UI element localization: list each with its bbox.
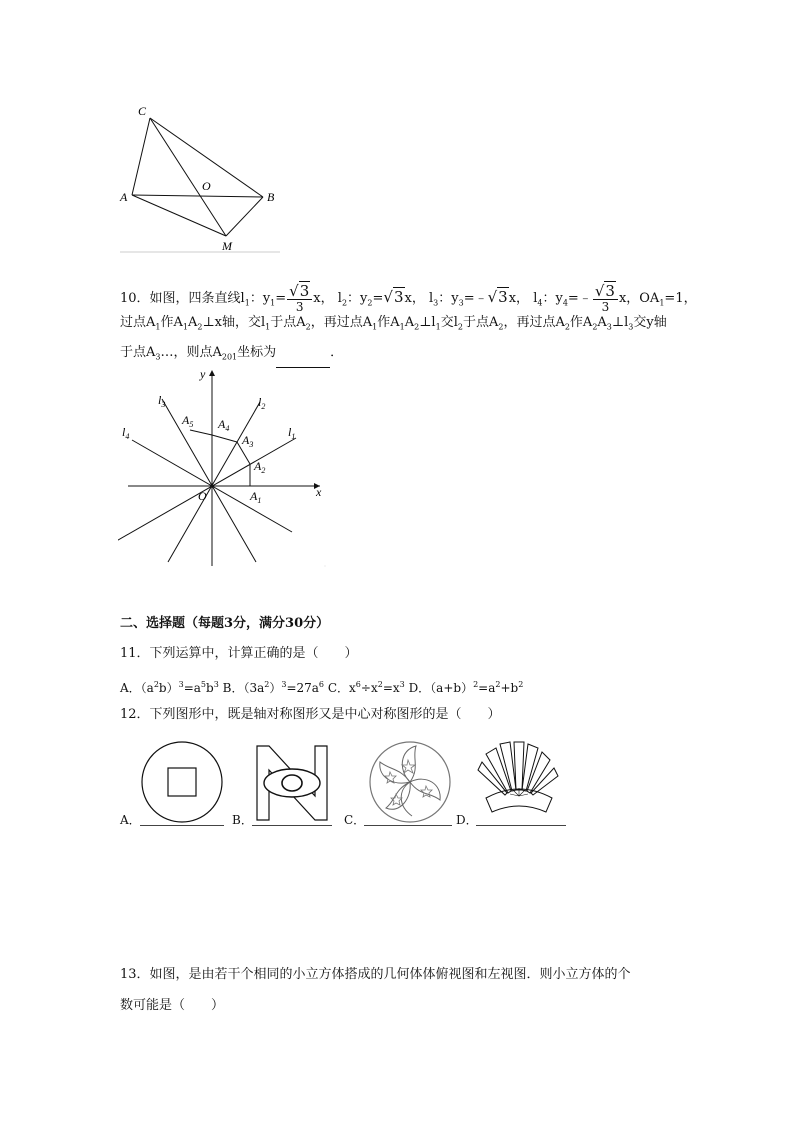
q12-option-c-label[interactable]: C． — [344, 813, 366, 827]
origin-label: O — [198, 489, 207, 503]
label-a1: $A_1$ — [250, 489, 262, 505]
q12-stem: 12．下列图形中，既是轴对称图形又是中心对称图形的是（ ） — [120, 707, 501, 722]
label-a3: $A_3$ — [242, 433, 254, 449]
q12-option-b-label[interactable]: B． — [232, 813, 253, 827]
fraction-sqrt3-over-3: $\frac{√3}{3}$ — [287, 284, 312, 314]
q12-option-a-label[interactable]: A． — [120, 813, 141, 827]
label-l3: $l_3$ — [158, 393, 166, 409]
q11-option-b[interactable]: B．$(3a^2)^3=27a^6$ — [222, 680, 325, 695]
q11-options — [120, 675, 523, 698]
q11-stem: 11．下列运算中，计算正确的是（ ） — [120, 646, 358, 661]
triangle-figure — [118, 100, 282, 260]
q12-option-d-underline — [476, 824, 566, 826]
point-label-b: B — [267, 190, 275, 204]
label-l1: $l_1$ — [288, 425, 296, 441]
q10-line2: 过点$A_1$作$A_1A_2\perp x$轴，交$l_1$于点$A_2$，再过点$A_1$作$A_1A_2\perp l_1$交$l_2$于点$A_2$，再过点$A_2$作$A_2A_3\perp l_3$交y轴 — [120, 315, 667, 332]
coin-circle-square-icon — [140, 740, 224, 824]
q12-option-b-underline — [252, 824, 332, 826]
q13-line1: 13．如图，是由若干个相同的小立方体搭成的几何体体俯视图和左视图．则小立方体的个 — [120, 967, 631, 982]
point-label-m: M — [222, 239, 232, 253]
q12-option-c-underline — [364, 824, 452, 826]
q11-option-a[interactable]: A．$(a^2b)^3=a^5b^3$ — [120, 680, 219, 695]
section-heading: 二、选择题（每题3分，满分30分） — [120, 616, 330, 631]
label-l2: $l_2$ — [258, 395, 266, 411]
y-axis-label: y — [200, 367, 206, 381]
point-label-o: O — [202, 179, 211, 193]
point-label-c: C — [138, 104, 147, 118]
point-label-a: A — [120, 190, 128, 204]
q11-option-c[interactable]: C．$x^6\div x^2=x^3$ — [327, 680, 405, 695]
label-a2: $A_2$ — [254, 459, 266, 475]
q12-option-a-underline — [140, 824, 224, 826]
q12-option-d-label[interactable]: D． — [456, 813, 478, 827]
n-eye-icon — [255, 744, 329, 822]
q13-line2: 数可能是（ ） — [120, 998, 225, 1013]
q10-line1: 10．如图，四条直线$l_1$：$y_1=$ $\frac{√3}{3}$ x， $l_2$：$y_2=√3x$， $l_3$：$y_3=﹣√3x$， $l_4$：$y_4=﹣$ $\frac{√3}{3}$ x，$OA_1=1$， — [120, 281, 697, 314]
q11-option-d[interactable]: D．$(a+b)^2=a^2+b^2$ — [408, 680, 524, 695]
label-a5: $A_5$ — [182, 413, 194, 429]
coordinate-lines-figure — [118, 366, 330, 572]
x-axis-label: x — [316, 485, 322, 499]
label-a4: $A_4$ — [218, 417, 230, 433]
label-l4: $l_4$ — [122, 425, 130, 441]
q10-line3: 于点$A_3\dots$，则点$A_{201}$坐标为 ． — [120, 343, 343, 368]
bauhinia-flower-icon — [368, 740, 452, 824]
sun-rays-icon — [476, 740, 562, 824]
